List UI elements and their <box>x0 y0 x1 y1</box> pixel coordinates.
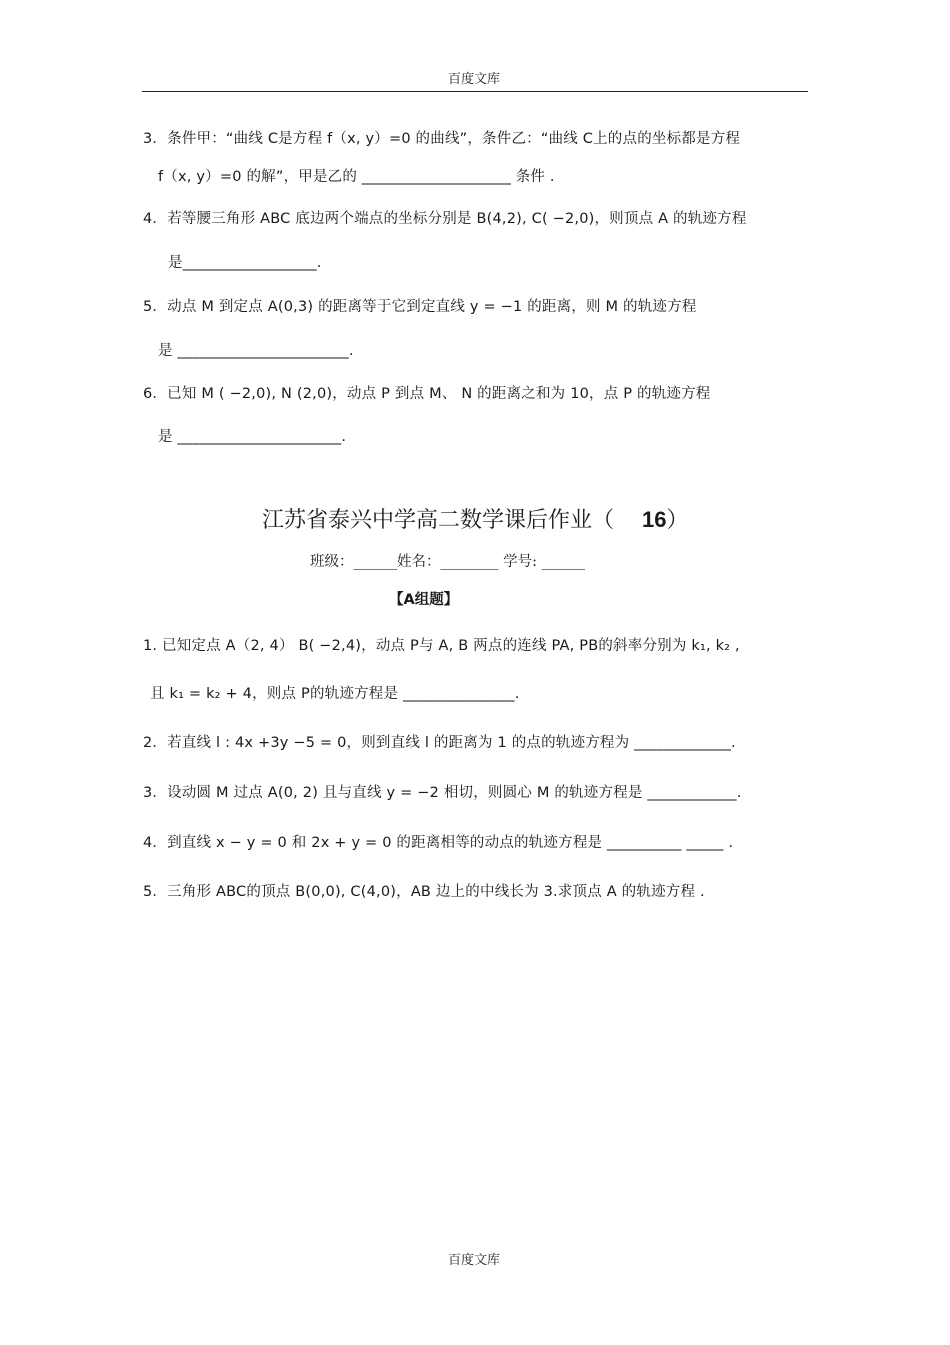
student-info-line: 班级：______姓名：________ 学号: ______ <box>310 554 586 570</box>
section-title-text: 江苏省泰兴中学高二数学课后作业（ <box>262 508 615 533</box>
question-6-line-1: 6．已知 M ( −2,0), N (2,0)，动点 P 到点 M、 N 的距离之和为 10，点 P 的轨迹方程 <box>143 386 711 402</box>
question-5-line-1: 5．动点 M 到定点 A(0,3) 的距离等于它到定直线 y = −1 的距离，则 M 的轨迹方程 <box>143 299 697 315</box>
section-title-close: ） <box>666 508 689 533</box>
a-question-4: 4．到直线 x − y = 0 和 2x + y = 0 的距离相等的动点的轨迹方程是 __________ _____ . <box>143 835 734 851</box>
section-title-number: 16 <box>642 507 667 532</box>
a-question-5: 5．三角形 ABC的顶点 B(0,0), C(4,0)，AB 边上的中线长为 3.求顶点 A 的轨迹方程 . <box>143 884 705 900</box>
a-question-3: 3．设动圆 M 过点 A(0, 2) 且与直线 y = −2 相切，则圆心 M 的轨迹方程是 ____________. <box>143 785 742 801</box>
question-4-line-1: 4．若等腰三角形 ABC 底边两个端点的坐标分别是 B(4,2), C( −2,0)，则顶点 A 的轨迹方程 <box>143 211 747 227</box>
header-divider <box>142 91 808 92</box>
section-title <box>262 503 689 534</box>
group-heading: 【A组题】 <box>389 592 459 608</box>
question-4-line-2: 是__________________. <box>168 255 322 271</box>
question-5-line-2: 是 _______________________. <box>158 343 354 359</box>
question-3-line-2: f（x, y）=0 的解”，甲是乙的 ____________________ 条件 . <box>158 169 555 185</box>
page-footer: 百度文库 <box>448 1253 501 1268</box>
question-6-line-2: 是 ______________________. <box>158 429 347 445</box>
a-question-2: 2．若直线 l : 4x +3y −5 = 0，则到直线 l 的距离为 1 的点的轨迹方程为 _____________. <box>143 735 736 751</box>
question-3-line-1: 3．条件甲：“曲线 C是方程 f（x, y）=0 的曲线”，条件乙：“曲线 C上的点的坐标都是方程 <box>143 131 741 147</box>
page-header: 百度文库 <box>448 72 501 87</box>
a-question-1-line-1: 1. 已知定点 A（2, 4） B( −2,4)，动点 P与 A, B 两点的连线 PA, PB的斜率分别为 k₁, k₂ , <box>143 638 740 654</box>
a-question-1-line-2: 且 k₁ = k₂ + 4，则点 P的轨迹方程是 _______________. <box>150 686 520 702</box>
